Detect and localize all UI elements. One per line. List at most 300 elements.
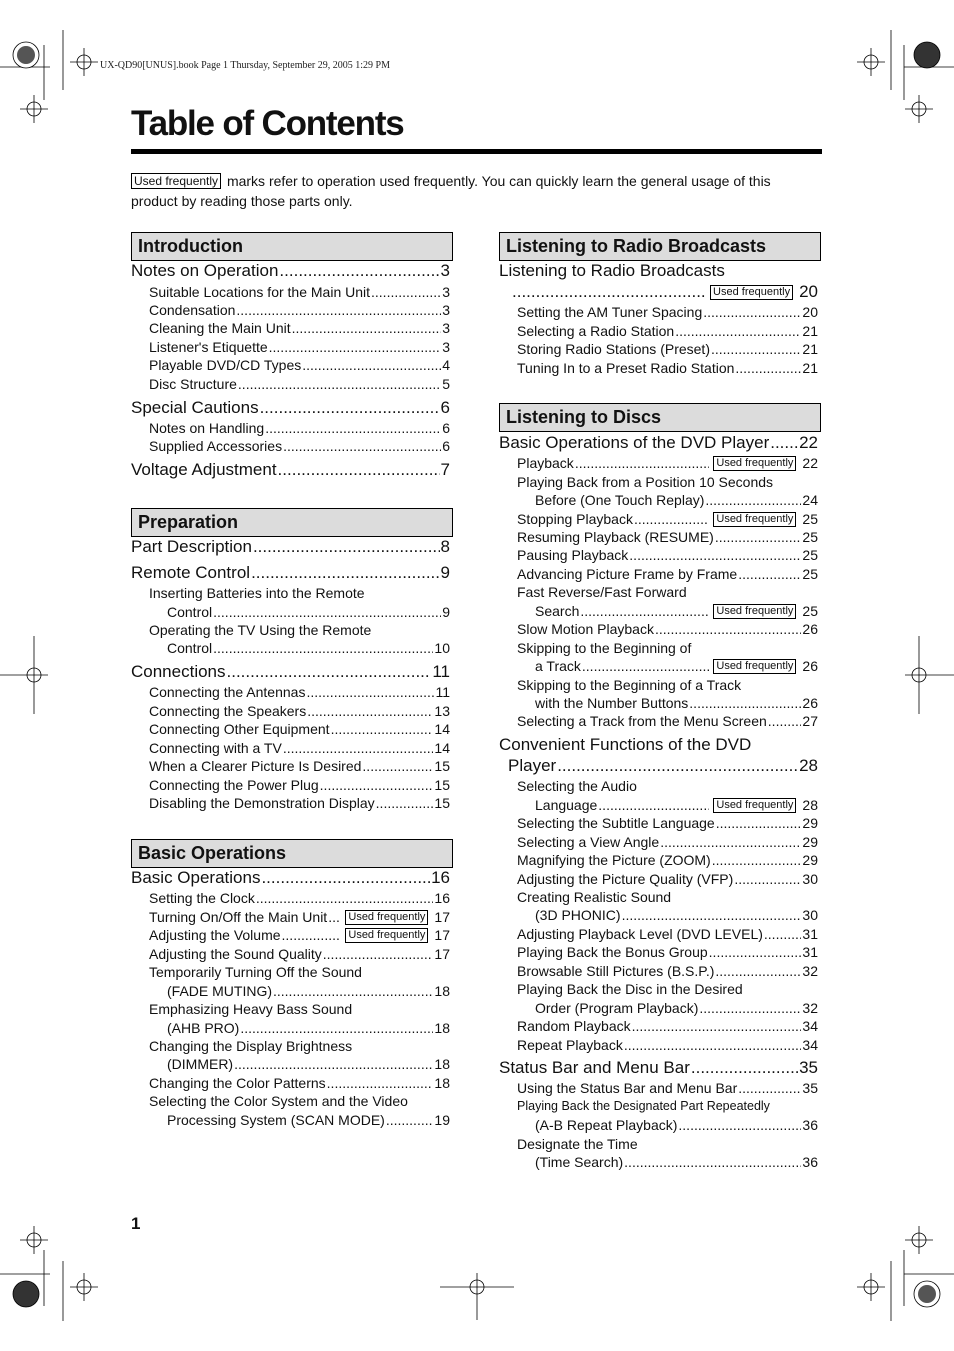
leader-dots bbox=[764, 926, 802, 942]
toc-entry bbox=[149, 721, 450, 737]
leader-dots bbox=[738, 1080, 801, 1096]
leader-dots bbox=[629, 547, 801, 563]
toc-entry-title: Adjusting Playback Level (DVD LEVEL) bbox=[517, 926, 763, 942]
toc-entry-title: Random Playback bbox=[517, 1018, 631, 1034]
toc-entry-title: Setting the Clock bbox=[149, 890, 255, 906]
section-listening-discs: Listening to Discs bbox=[499, 403, 821, 432]
toc-entry-title: Fast Reverse/Fast Forward bbox=[517, 584, 687, 600]
toc-entry-title: (3D PHONIC) bbox=[535, 907, 621, 923]
toc-entry bbox=[535, 1154, 818, 1170]
toc-entry-title: Selecting the Audio bbox=[517, 778, 637, 794]
toc-entry bbox=[149, 357, 450, 373]
toc-page-number: 25 bbox=[802, 511, 818, 527]
toc-entry bbox=[517, 566, 818, 582]
toc-page-number: 20 bbox=[799, 282, 818, 301]
toc-entry bbox=[167, 983, 450, 999]
leader-dots bbox=[320, 777, 434, 793]
toc-entry bbox=[517, 963, 818, 979]
toc-entry-title: Connecting the Power Plug bbox=[149, 777, 319, 793]
toc-entry bbox=[517, 926, 818, 942]
toc-entry-title: Connecting Other Equipment bbox=[149, 721, 330, 737]
leader-dots bbox=[376, 795, 434, 811]
toc-entry-title: Advancing Picture Frame by Frame bbox=[517, 566, 738, 582]
toc-entry-title: Turning On/Off the Main Unit bbox=[149, 909, 328, 925]
toc-entry-title: Connecting the Speakers bbox=[149, 703, 307, 719]
leader-dots bbox=[716, 815, 802, 831]
toc-entry bbox=[517, 304, 818, 320]
toc-entry-title: Changing the Display Brightness bbox=[149, 1038, 353, 1054]
leader-dots bbox=[691, 1058, 798, 1078]
toc-entry-title: Creating Realistic Sound bbox=[517, 889, 672, 905]
toc-entry bbox=[149, 946, 450, 962]
leader-dots bbox=[715, 963, 801, 979]
leader-dots bbox=[734, 871, 801, 887]
leader-dots bbox=[292, 320, 442, 336]
toc-entry bbox=[517, 584, 687, 600]
toc-page-number: 9 bbox=[440, 563, 450, 582]
toc-entry-title: Listener's Etiquette bbox=[149, 339, 268, 355]
toc-entry bbox=[517, 889, 671, 905]
leader-dots bbox=[213, 604, 441, 620]
toc-entry-title: Stopping Playback bbox=[517, 511, 633, 527]
toc-entry-title: Connecting the Antennas bbox=[149, 684, 306, 700]
toc-entry bbox=[535, 907, 818, 923]
toc-entry bbox=[499, 261, 725, 281]
leader-dots bbox=[273, 983, 433, 999]
toc-entry bbox=[517, 1099, 770, 1113]
toc-page-number: 14 bbox=[434, 740, 450, 756]
toc-page-number: 32 bbox=[802, 1000, 818, 1016]
toc-entry-title: Selecting the Subtitle Language bbox=[517, 815, 715, 831]
leader-dots bbox=[712, 852, 802, 868]
toc-entry-title: Skipping to the Beginning of bbox=[517, 640, 692, 656]
file-meta: UX-QD90[UNUS].book Page 1 Thursday, September 29, 2005 1:29 PM bbox=[100, 60, 390, 71]
section-listening-radio: Listening to Radio Broadcasts bbox=[499, 232, 821, 261]
toc-entry-title: Voltage Adjustment bbox=[131, 460, 277, 479]
toc-entry-title: Operating the TV Using the Remote bbox=[149, 622, 372, 638]
intro-text-line2: product by reading those parts only. bbox=[131, 193, 353, 209]
toc-entry bbox=[149, 964, 362, 980]
toc-entry-title: Playing Back the Bonus Group bbox=[517, 944, 708, 960]
toc-page-number: 21 bbox=[802, 323, 818, 339]
leader-dots bbox=[327, 1075, 434, 1091]
toc-entry-title: Listening to Radio Broadcasts bbox=[499, 261, 725, 280]
toc-entry-title: Adjusting the Picture Quality (VFP) bbox=[517, 871, 734, 887]
leader-dots bbox=[738, 566, 801, 582]
toc-entry-title: Playback bbox=[517, 455, 574, 471]
toc-page-number: 3 bbox=[442, 320, 450, 336]
leader-dots bbox=[735, 360, 801, 376]
toc-entry-title: Condensation bbox=[149, 302, 236, 318]
toc-entry-title: Playing Back from a Position 10 Seconds bbox=[517, 474, 774, 490]
toc-entry-title: Convenient Functions of the DVD bbox=[499, 735, 752, 754]
toc-entry bbox=[149, 320, 450, 336]
toc-entry bbox=[149, 777, 450, 793]
toc-page-number: 6 bbox=[442, 438, 450, 454]
toc-page-number: 13 bbox=[434, 703, 450, 719]
section-introduction: Introduction bbox=[131, 232, 453, 261]
toc-page-number: 26 bbox=[802, 695, 818, 711]
toc-page-number: 22 bbox=[802, 455, 818, 471]
toc-entry-title: Browsable Still Pictures (B.S.P.) bbox=[517, 963, 715, 979]
toc-entry bbox=[131, 868, 450, 888]
toc-page-number: 31 bbox=[802, 926, 818, 942]
toc-entry-title: Suitable Locations for the Main Unit bbox=[149, 284, 371, 300]
toc-entry bbox=[149, 758, 450, 774]
leader-dots bbox=[655, 621, 801, 637]
leader-dots bbox=[699, 1000, 801, 1016]
toc-page-number: 29 bbox=[802, 834, 818, 850]
toc-entry bbox=[149, 1075, 450, 1091]
toc-page-number: 20 bbox=[802, 304, 818, 320]
toc-entry bbox=[149, 684, 450, 700]
leader-dots bbox=[386, 1112, 434, 1128]
leader-dots bbox=[240, 1020, 433, 1036]
toc-page-number: 18 bbox=[434, 1020, 450, 1036]
toc-page-number: 11 bbox=[435, 684, 450, 700]
leader-dots bbox=[512, 282, 706, 302]
leader-dots bbox=[251, 563, 439, 583]
leader-dots bbox=[703, 304, 801, 320]
toc-page-number: 25 bbox=[802, 529, 818, 545]
toc-entry-title: Connections bbox=[131, 662, 226, 681]
leader-dots bbox=[598, 797, 709, 813]
toc-page-number: 17 bbox=[434, 909, 450, 925]
leader-dots bbox=[283, 438, 441, 454]
toc-entry bbox=[149, 890, 450, 906]
toc-entry-title: Basic Operations of the DVD Player bbox=[499, 433, 770, 452]
toc-entry-title: Processing System (SCAN MODE) bbox=[167, 1112, 385, 1128]
leader-dots bbox=[371, 284, 441, 300]
toc-entry-title: Skipping to the Beginning of a Track bbox=[517, 677, 742, 693]
used-frequently-badge: Used frequently bbox=[713, 456, 796, 471]
used-frequently-badge: Used frequently bbox=[713, 659, 796, 674]
toc-entry-title: Part Description bbox=[131, 537, 252, 556]
toc-entry bbox=[499, 433, 818, 453]
toc-page-number: 18 bbox=[434, 1056, 450, 1072]
toc-page-number: 16 bbox=[431, 868, 450, 887]
toc-page-number: 30 bbox=[802, 871, 818, 887]
toc-entry-title: Slow Motion Playback bbox=[517, 621, 654, 637]
toc-entry bbox=[131, 537, 450, 557]
toc-entry bbox=[517, 529, 818, 545]
toc-page-number: 15 bbox=[434, 758, 450, 774]
leader-dots bbox=[622, 907, 802, 923]
toc-entry-title: Playing Back the Designated Part Repeatedly bbox=[517, 1099, 770, 1113]
toc-entry-title: Resuming Playback (RESUME) bbox=[517, 529, 714, 545]
leader-dots bbox=[624, 1037, 802, 1053]
toc-page-number: 10 bbox=[434, 640, 450, 656]
toc-entry bbox=[511, 282, 818, 302]
toc-entry-title: Cleaning the Main Unit bbox=[149, 320, 291, 336]
leader-dots bbox=[213, 640, 433, 656]
toc-page-number: 28 bbox=[799, 756, 818, 775]
leader-dots bbox=[580, 603, 709, 619]
toc-entry-title: Tuning In to a Preset Radio Station bbox=[517, 360, 735, 376]
leader-dots bbox=[238, 376, 441, 392]
toc-entry-title: Connecting with a TV bbox=[149, 740, 282, 756]
leader-dots bbox=[675, 323, 801, 339]
used-frequently-badge: Used frequently bbox=[713, 798, 796, 813]
used-frequently-badge: Used frequently bbox=[131, 173, 221, 189]
toc-entry-title: Adjusting the Volume bbox=[149, 927, 281, 943]
leader-dots bbox=[632, 1018, 802, 1034]
toc-page-number: 29 bbox=[802, 852, 818, 868]
used-frequently-badge: Used frequently bbox=[713, 512, 796, 527]
leader-dots bbox=[557, 756, 798, 776]
toc-entry-title: Emphasizing Heavy Bass Sound bbox=[149, 1001, 353, 1017]
toc-page-number: 3 bbox=[442, 339, 450, 355]
toc-entry bbox=[149, 1038, 352, 1054]
toc-entry bbox=[167, 604, 450, 620]
toc-entry bbox=[508, 756, 818, 776]
toc-page-number: 3 bbox=[440, 261, 450, 280]
toc-entry bbox=[517, 621, 818, 637]
toc-entry-title: Notes on Handling bbox=[149, 420, 265, 436]
toc-page-number: 25 bbox=[802, 603, 818, 619]
intro-text-line1: marks refer to operation used frequently. You can quickly learn the general usage of this bbox=[226, 173, 771, 189]
toc-page-number: 18 bbox=[434, 983, 450, 999]
used-frequently-badge: Used frequently bbox=[710, 285, 793, 300]
toc-page-number: 8 bbox=[440, 537, 450, 556]
toc-page-number: 4 bbox=[442, 357, 450, 373]
toc-entry-title: Order (Program Playback) bbox=[535, 1000, 699, 1016]
toc-page-number: 28 bbox=[802, 797, 818, 813]
toc-entry bbox=[517, 1136, 638, 1152]
toc-entry bbox=[517, 474, 773, 490]
leader-dots bbox=[236, 302, 441, 318]
toc-page-number: 35 bbox=[799, 1058, 818, 1077]
intro-paragraph bbox=[131, 171, 822, 211]
leader-dots bbox=[282, 927, 342, 943]
toc-entry-title: Before (One Touch Replay) bbox=[535, 492, 705, 508]
toc-entry bbox=[131, 662, 450, 682]
leader-dots bbox=[328, 909, 341, 925]
toc-page-number: 19 bbox=[434, 1112, 450, 1128]
toc-entry-title: Storing Radio Stations (Preset) bbox=[517, 341, 710, 357]
toc-entry-title: Selecting a View Angle bbox=[517, 834, 660, 850]
leader-dots bbox=[768, 713, 802, 729]
leader-dots bbox=[307, 703, 433, 719]
toc-entry-title: (FADE MUTING) bbox=[167, 983, 272, 999]
toc-entry bbox=[131, 398, 450, 418]
leader-dots bbox=[331, 721, 434, 737]
toc-entry-title: Disabling the Demonstration Display bbox=[149, 795, 375, 811]
toc-entry bbox=[517, 1037, 818, 1053]
toc-entry bbox=[517, 871, 818, 887]
toc-entry-title: Supplied Accessories bbox=[149, 438, 283, 454]
toc-page-number: 6 bbox=[442, 420, 450, 436]
leader-dots bbox=[660, 834, 801, 850]
toc-entry-title: Magnifying the Picture (ZOOM) bbox=[517, 852, 711, 868]
toc-entry bbox=[149, 585, 365, 601]
toc-entry bbox=[517, 323, 818, 339]
toc-entry-title: Status Bar and Menu Bar bbox=[499, 1058, 690, 1077]
toc-entry bbox=[517, 1080, 818, 1096]
toc-page-number: 5 bbox=[442, 376, 450, 392]
toc-page-number: 3 bbox=[442, 302, 450, 318]
toc-entry-title: a Track bbox=[535, 658, 581, 674]
section-preparation: Preparation bbox=[131, 508, 453, 537]
toc-entry bbox=[517, 815, 818, 831]
toc-entry bbox=[517, 677, 741, 693]
toc-entry bbox=[517, 778, 637, 794]
toc-page-number: 26 bbox=[802, 658, 818, 674]
leader-dots bbox=[705, 492, 801, 508]
used-frequently-badge: Used frequently bbox=[345, 928, 428, 943]
toc-entry-title: Special Cautions bbox=[131, 398, 259, 417]
leader-dots bbox=[770, 433, 798, 453]
toc-page-number: 15 bbox=[434, 777, 450, 793]
toc-entry bbox=[517, 1018, 818, 1034]
toc-entry bbox=[535, 1000, 818, 1016]
toc-page-number: 6 bbox=[440, 398, 450, 417]
toc-entry-title: Using the Status Bar and Menu Bar bbox=[517, 1080, 738, 1096]
toc-page-number: 7 bbox=[440, 460, 450, 479]
toc-page-number: 17 bbox=[434, 927, 450, 943]
toc-page-number: 31 bbox=[802, 944, 818, 960]
toc-entry bbox=[149, 909, 450, 925]
toc-entry bbox=[149, 1001, 352, 1017]
toc-page-number: 24 bbox=[802, 492, 818, 508]
toc-entry bbox=[517, 547, 818, 563]
leader-dots bbox=[582, 658, 709, 674]
toc-entry-title: Temporarily Turning Off the Sound bbox=[149, 964, 362, 980]
toc-entry bbox=[149, 795, 450, 811]
toc-page-number: 3 bbox=[442, 284, 450, 300]
toc-entry bbox=[149, 927, 450, 943]
page-number: 1 bbox=[131, 1214, 141, 1233]
toc-entry-title: Selecting a Radio Station bbox=[517, 323, 675, 339]
toc-entry bbox=[517, 455, 818, 471]
toc-entry bbox=[517, 981, 743, 997]
toc-entry bbox=[535, 603, 818, 619]
toc-entry-title: Playing Back the Disc in the Desired bbox=[517, 981, 743, 997]
toc-entry-title: (A-B Repeat Playback) bbox=[535, 1117, 678, 1133]
leader-dots bbox=[709, 944, 802, 960]
toc-entry bbox=[517, 852, 818, 868]
toc-page-number: 34 bbox=[802, 1018, 818, 1034]
toc-entry-title: Control bbox=[167, 640, 213, 656]
toc-entry bbox=[517, 360, 818, 376]
toc-entry bbox=[517, 640, 691, 656]
toc-entry bbox=[535, 1117, 818, 1133]
toc-page-number: 14 bbox=[434, 721, 450, 737]
section-basic-operations: Basic Operations bbox=[131, 839, 453, 868]
leader-dots bbox=[575, 455, 710, 471]
toc-entry bbox=[517, 511, 818, 527]
leader-dots bbox=[256, 890, 434, 906]
leader-dots bbox=[624, 1154, 801, 1170]
leader-dots bbox=[227, 662, 432, 682]
toc-page-number: 25 bbox=[802, 547, 818, 563]
toc-entry bbox=[131, 261, 450, 281]
leader-dots bbox=[362, 758, 433, 774]
leader-dots bbox=[634, 511, 709, 527]
toc-entry-title: (AHB PRO) bbox=[167, 1020, 240, 1036]
toc-page-number: 32 bbox=[802, 963, 818, 979]
toc-page-number: 27 bbox=[802, 713, 818, 729]
toc-entry bbox=[149, 339, 450, 355]
toc-entry bbox=[517, 834, 818, 850]
toc-entry bbox=[149, 284, 450, 300]
toc-entry-title: Selecting a Track from the Menu Screen bbox=[517, 713, 767, 729]
toc-entry-title: Language bbox=[535, 797, 598, 813]
toc-page-number: 34 bbox=[802, 1037, 818, 1053]
toc-entry-title: Remote Control bbox=[131, 563, 251, 582]
toc-page-number: 36 bbox=[802, 1154, 818, 1170]
toc-page-number: 18 bbox=[434, 1075, 450, 1091]
toc-page-number: 21 bbox=[802, 341, 818, 357]
toc-entry-title: Inserting Batteries into the Remote bbox=[149, 585, 365, 601]
used-frequently-badge: Used frequently bbox=[345, 910, 428, 925]
toc-entry-title: with the Number Buttons bbox=[535, 695, 689, 711]
leader-dots bbox=[234, 1056, 433, 1072]
toc-page-number: 9 bbox=[442, 604, 450, 620]
toc-entry bbox=[131, 460, 450, 480]
toc-entry bbox=[499, 1058, 818, 1078]
toc-entry bbox=[499, 735, 751, 755]
toc-entry bbox=[149, 622, 371, 638]
toc-entry bbox=[149, 302, 450, 318]
toc-page-number: 16 bbox=[434, 890, 450, 906]
leader-dots bbox=[323, 946, 434, 962]
toc-entry bbox=[535, 797, 818, 813]
toc-page-number: 25 bbox=[802, 566, 818, 582]
toc-entry bbox=[131, 563, 450, 583]
toc-entry bbox=[535, 492, 818, 508]
toc-page-number: 30 bbox=[802, 907, 818, 923]
toc-page-number: 36 bbox=[802, 1117, 818, 1133]
toc-entry-title: Repeat Playback bbox=[517, 1037, 623, 1053]
leader-dots bbox=[269, 339, 442, 355]
title-rule bbox=[131, 149, 822, 154]
toc-entry bbox=[517, 713, 818, 729]
toc-entry bbox=[149, 703, 450, 719]
toc-entry bbox=[517, 944, 818, 960]
leader-dots bbox=[260, 398, 440, 418]
toc-entry bbox=[149, 420, 450, 436]
toc-entry-title: Search bbox=[535, 603, 580, 619]
toc-entry-title: When a Clearer Picture Is Desired bbox=[149, 758, 362, 774]
toc-entry bbox=[535, 658, 818, 674]
leader-dots bbox=[253, 537, 440, 557]
toc-entry-title: Basic Operations bbox=[131, 868, 261, 887]
toc-entry bbox=[149, 376, 450, 392]
toc-page-number: 29 bbox=[802, 815, 818, 831]
toc-entry bbox=[517, 341, 818, 357]
toc-page-number: 15 bbox=[434, 795, 450, 811]
toc-page-number: 17 bbox=[434, 946, 450, 962]
toc-entry-title: Changing the Color Patterns bbox=[149, 1075, 326, 1091]
toc-entry bbox=[167, 1020, 450, 1036]
leader-dots bbox=[689, 695, 801, 711]
toc-entry bbox=[149, 438, 450, 454]
toc-entry-title: (DIMMER) bbox=[167, 1056, 234, 1072]
page-title: Table of Contents bbox=[131, 104, 404, 143]
toc-entry bbox=[149, 740, 450, 756]
toc-page-number: 22 bbox=[799, 433, 818, 452]
leader-dots bbox=[278, 460, 440, 480]
toc-page-number: 26 bbox=[802, 621, 818, 637]
toc-entry bbox=[167, 1056, 450, 1072]
leader-dots bbox=[715, 529, 802, 545]
toc-entry-title: Disc Structure bbox=[149, 376, 237, 392]
toc-entry bbox=[535, 695, 818, 711]
toc-entry bbox=[149, 1093, 408, 1109]
toc-entry-title: Selecting the Color System and the Video bbox=[149, 1093, 408, 1109]
leader-dots bbox=[261, 868, 430, 888]
